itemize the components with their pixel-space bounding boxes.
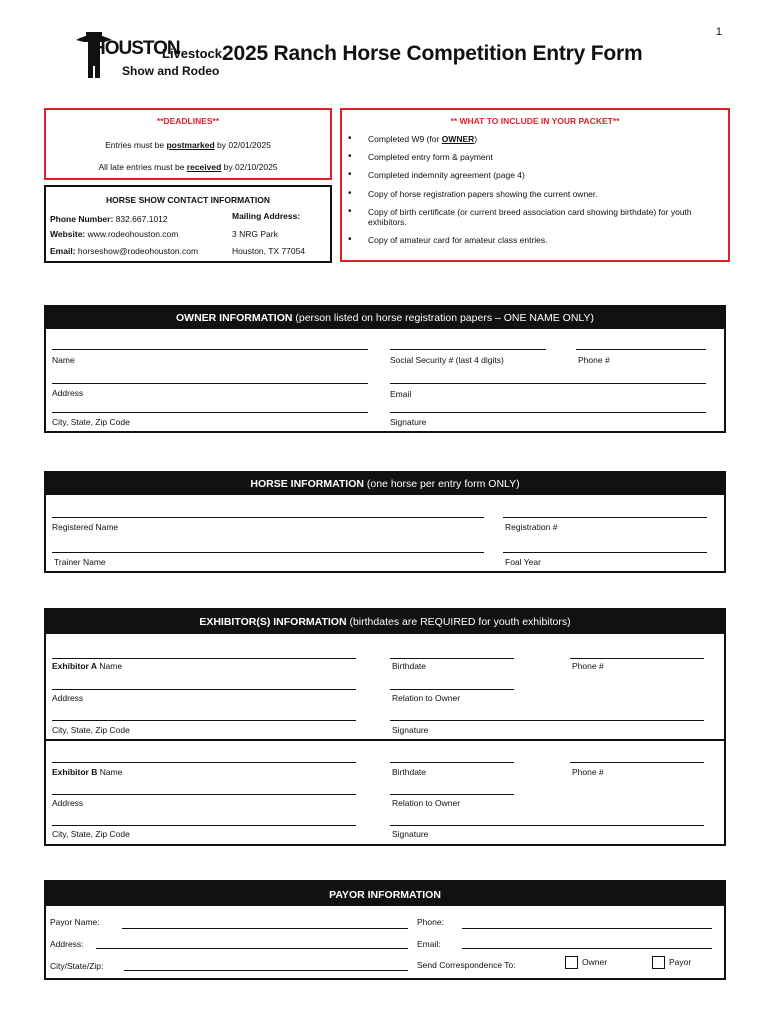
horse-reg-name-field[interactable] — [52, 517, 484, 518]
payor-option[interactable]: Payor — [652, 956, 691, 969]
exhibitor-b-relation-label: Relation to Owner — [392, 798, 461, 808]
mailing-line1: 3 NRG Park — [232, 229, 278, 239]
rodeo-logo — [74, 26, 224, 82]
foal-year-label: Foal Year — [505, 557, 541, 567]
send-correspondence-label: Send Correspondence To: — [417, 960, 516, 970]
packet-item: • Copy of horse registration papers showing the current owner. — [342, 189, 728, 199]
payor-name-label: Payor Name: — [50, 917, 100, 927]
payor-phone-field[interactable] — [462, 928, 712, 929]
payor-phone-label: Phone: — [417, 917, 444, 927]
exhibitor-heading: EXHIBITOR(S) INFORMATION (birthdates are REQUIRED for youth exhibitors) — [46, 610, 724, 634]
trainer-name-label: Trainer Name — [54, 557, 106, 567]
owner-name-label: Name — [52, 355, 75, 365]
owner-signature-label: Signature — [390, 417, 427, 427]
owner-phone-field[interactable] — [576, 349, 706, 350]
payor-email-label: Email: — [417, 939, 441, 949]
exhibitor-b-signature-field[interactable] — [390, 825, 704, 826]
payor-email-field[interactable] — [462, 948, 712, 949]
exhibitor-b-birthdate-field[interactable] — [390, 762, 514, 763]
exhibitor-a-name-field[interactable] — [52, 658, 356, 659]
page-number: 1 — [715, 26, 722, 38]
owner-phone-label: Phone # — [578, 355, 610, 365]
exhibitor-a-address-field[interactable] — [52, 689, 356, 690]
exhibitor-a-signature-label: Signature — [392, 725, 429, 735]
owner-ssn-label: Social Security # (last 4 digits) — [390, 355, 504, 365]
payor-section — [44, 880, 726, 980]
logo-livestock: Livestock — [162, 46, 222, 61]
exhibitor-divider — [46, 739, 724, 741]
exhibitor-b-name-field[interactable] — [52, 762, 356, 763]
owner-city-label: City, State, Zip Code — [52, 417, 130, 427]
contact-heading: HORSE SHOW CONTACT INFORMATION — [105, 195, 270, 205]
horse-section — [44, 471, 726, 573]
payor-heading: PAYOR INFORMATION — [46, 882, 724, 906]
packet-item: • Copy of amateur card for amateur class entries. — [342, 235, 728, 245]
packet-heading: ** WHAT TO INCLUDE IN YOUR PACKET** — [450, 116, 620, 126]
exhibitor-section — [44, 608, 726, 846]
contact-phone: Phone Number: 832.667.1012 — [50, 214, 168, 224]
owner-address-label: Address — [52, 388, 84, 398]
horse-reg-num-label: Registration # — [505, 522, 558, 532]
mailing-line2: Houston, TX 77054 — [232, 246, 306, 256]
exhibitor-a-signature-field[interactable] — [390, 720, 704, 721]
exhibitor-a-relation-label: Relation to Owner — [392, 693, 461, 703]
exhibitor-b-relation-field[interactable] — [390, 794, 514, 795]
packet-item-w9: • Completed W9 (for OWNER) — [342, 134, 728, 144]
packet-box — [340, 108, 730, 262]
exhibitor-b-address-field[interactable] — [52, 794, 356, 795]
exhibitor-a-birthdate-field[interactable] — [390, 658, 514, 659]
packet-item: • Completed indemnity agreement (page 4) — [342, 170, 728, 180]
owner-address-field[interactable] — [52, 383, 368, 384]
deadlines-heading: **DEADLINES** — [156, 116, 220, 126]
logo-houston: HOUSTON — [92, 38, 180, 59]
payor-city-field[interactable] — [124, 970, 408, 971]
exhibitor-a-phone-field[interactable] — [570, 658, 704, 659]
exhibitor-b-phone-label: Phone # — [572, 767, 604, 777]
exhibitor-a-relation-field[interactable] — [390, 689, 514, 690]
owner-city-field[interactable] — [52, 412, 368, 413]
exhibitor-b-phone-field[interactable] — [570, 762, 704, 763]
exhibitor-a-city-label: City, State, Zip Code — [52, 725, 130, 735]
trainer-name-field[interactable] — [52, 552, 484, 553]
horse-heading: HORSE INFORMATION (one horse per entry form ONLY) — [46, 473, 724, 495]
page-title: 2025 Ranch Horse Competition Entry Form — [222, 42, 643, 65]
owner-option[interactable]: Owner — [565, 956, 607, 969]
packet-list — [342, 134, 728, 245]
foal-year-field[interactable] — [503, 552, 707, 553]
owner-checkbox[interactable] — [565, 956, 578, 969]
payor-name-field[interactable] — [122, 928, 408, 929]
packet-item: • Copy of birth certificate (or current breed association card showing birthdate) for youth exhibitors. — [342, 207, 728, 227]
deadlines-box — [44, 108, 332, 180]
exhibitor-b-birthdate-label: Birthdate — [392, 767, 427, 777]
exhibitor-b-city-label: City, State, Zip Code — [52, 829, 130, 839]
exhibitor-b-signature-label: Signature — [392, 829, 429, 839]
payor-city-label: City/State/Zip: — [50, 961, 104, 971]
contact-email: Email: horseshow@rodeohouston.com — [50, 246, 199, 256]
owner-signature-field[interactable] — [390, 412, 706, 413]
exhibitor-b-address-label: Address — [52, 798, 84, 808]
owner-heading: OWNER INFORMATION (person listed on horse registration papers – ONE NAME ONLY) — [46, 307, 724, 329]
payor-address-label: Address: — [50, 939, 84, 949]
exhibitor-a-phone-label: Phone # — [572, 661, 604, 671]
packet-item: • Completed entry form & payment — [342, 152, 728, 162]
contact-box — [44, 185, 332, 263]
exhibitor-a-city-field[interactable] — [52, 720, 356, 721]
owner-email-label: Email — [390, 389, 412, 399]
horse-reg-name-label: Registered Name — [52, 522, 119, 532]
mailing-label: Mailing Address: — [232, 211, 301, 221]
exhibitor-a-address-label: Address — [52, 693, 84, 703]
contact-website: Website: www.rodeohouston.com — [50, 229, 179, 239]
exhibitor-a-birthdate-label: Birthdate — [392, 661, 427, 671]
owner-email-field[interactable] — [390, 383, 706, 384]
payor-checkbox[interactable] — [652, 956, 665, 969]
exhibitor-b-name-label: Exhibitor B Name — [52, 767, 123, 777]
deadline-postmarked: Entries must be postmarked by 02/01/2025 — [105, 140, 271, 150]
owner-section — [44, 305, 726, 433]
exhibitor-b-city-field[interactable] — [52, 825, 356, 826]
horse-reg-num-field[interactable] — [503, 517, 707, 518]
owner-name-field[interactable] — [52, 349, 368, 350]
exhibitor-a-name-label: Exhibitor A Name — [52, 661, 123, 671]
owner-ssn-field[interactable] — [390, 349, 546, 350]
deadline-received: All late entries must be received by 02/10/2025 — [98, 162, 278, 172]
payor-address-field[interactable] — [96, 948, 408, 949]
logo-show-rodeo: Show and Rodeo — [122, 64, 220, 78]
